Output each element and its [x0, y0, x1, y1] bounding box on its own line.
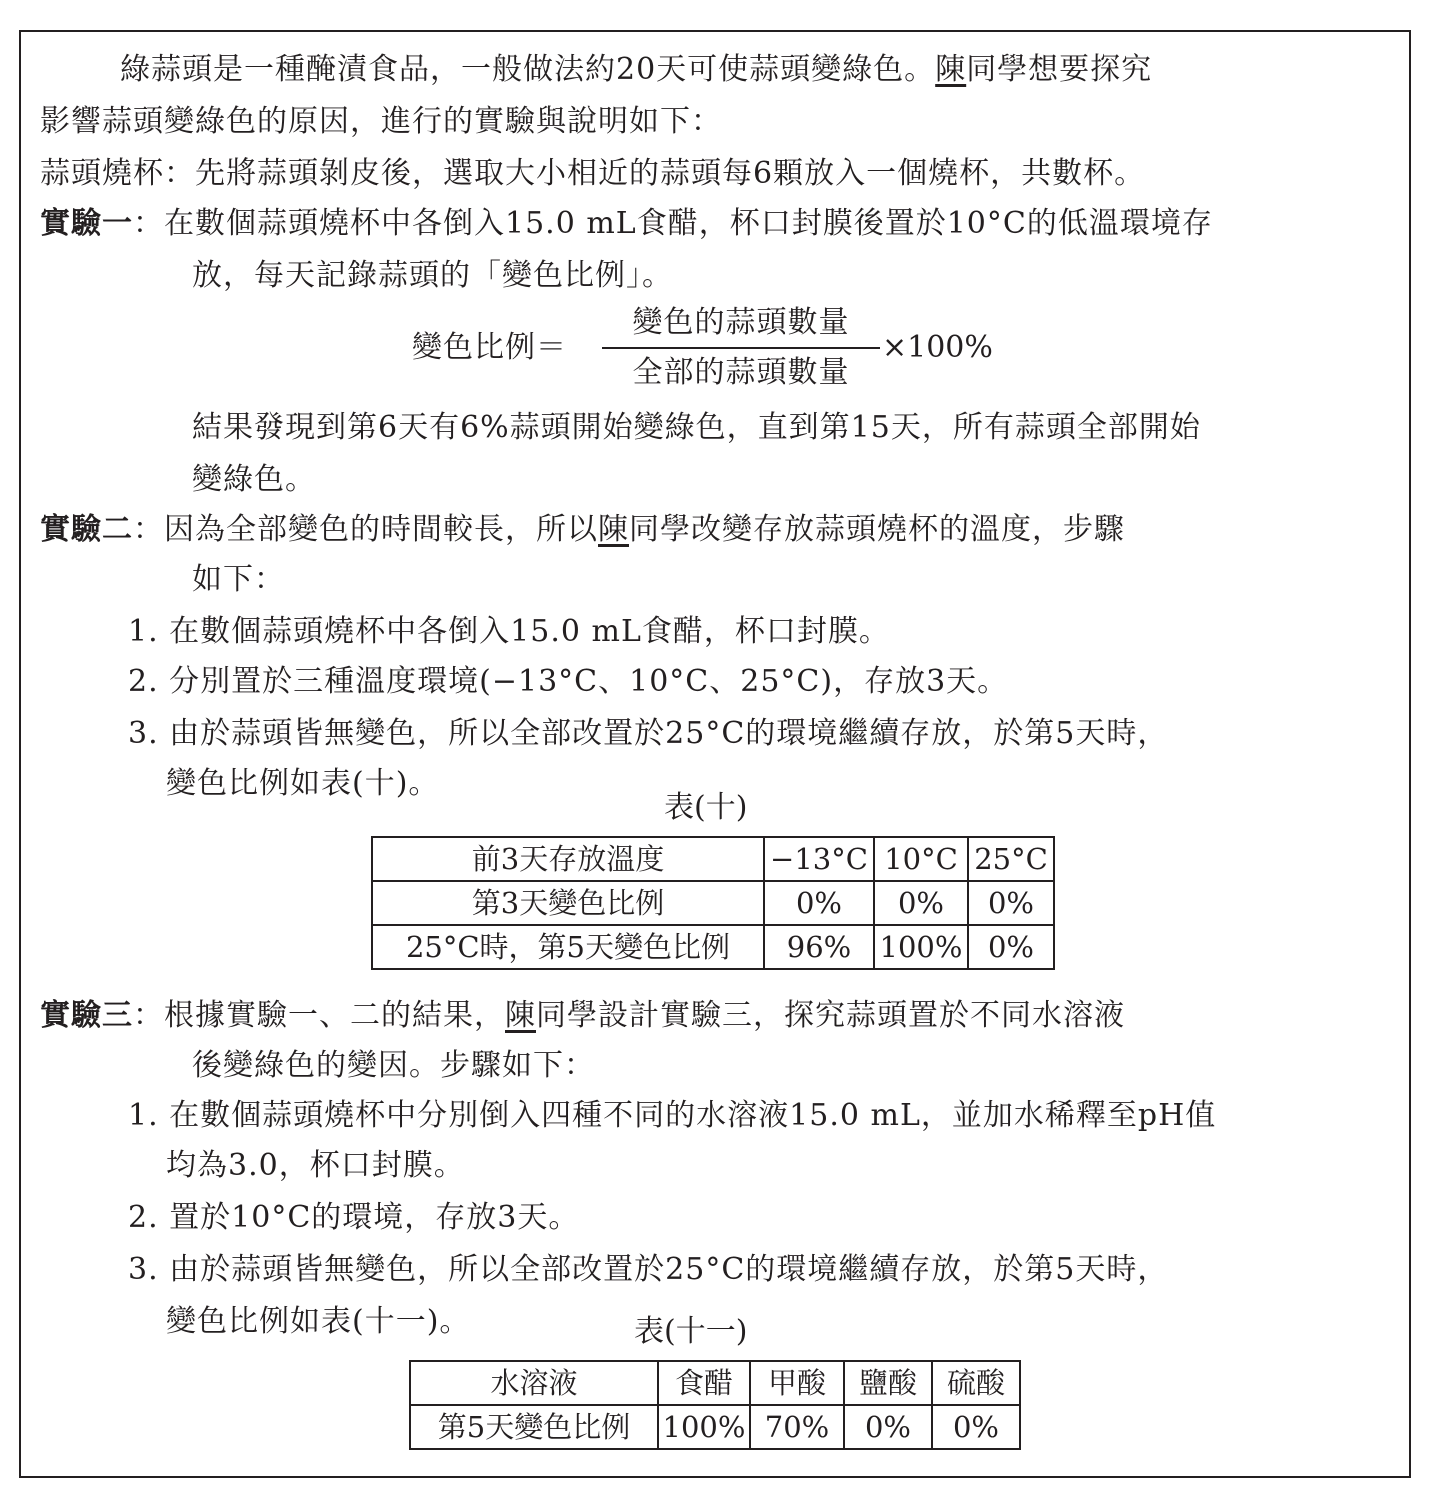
table-10-caption: 表(十) [664, 790, 748, 825]
exp1-line-2: 放，每天記錄蒜頭的「變色比例」。 [192, 258, 673, 293]
table-cell: 96% [764, 925, 874, 969]
table-cell: 前3天存放溫度 [372, 837, 764, 881]
exp1-text: ：在數個蒜頭燒杯中各倒入15.0 mL食醋，杯口封膜後置於10°C的低溫環境存 [133, 206, 1213, 241]
formula-lhs: 變色比例＝ [412, 330, 567, 365]
exp2-step-1: 1. 在數個蒜頭燒杯中各倒入15.0 mL食醋，杯口封膜。 [128, 614, 890, 649]
exp3-text-a: ：根據實驗一、二的結果， [133, 998, 505, 1033]
exp3-step-1-cont: 均為3.0，杯口封膜。 [166, 1148, 465, 1183]
table-cell: 0% [764, 881, 874, 925]
table-row [372, 925, 1054, 969]
table-cell: 100% [658, 1405, 750, 1449]
exp2-step-3-cont: 變色比例如表(十)。 [166, 766, 440, 801]
table-cell: 0% [844, 1405, 932, 1449]
intro-text-b: 同學想要探究 [966, 52, 1153, 87]
exp3-label: 實驗三 [40, 998, 133, 1033]
exp2-line-2: 如下： [192, 562, 285, 597]
intro-line-2: 影響蒜頭變綠色的原因，進行的實驗與說明如下： [40, 104, 722, 139]
exp1-result-1: 結果發現到第6天有6%蒜頭開始變綠色，直到第15天，所有蒜頭全部開始 [192, 410, 1201, 445]
exp1-label: 實驗一 [40, 206, 133, 241]
exp3-line-1 [40, 990, 1125, 1042]
table-cell: 食醋 [658, 1361, 750, 1405]
exp3-step-2: 2. 置於10°C的環境，存放3天。 [128, 1200, 580, 1235]
exp3-text-b: 同學設計實驗三，探究蒜頭置於不同水溶液 [536, 998, 1125, 1033]
table-11-caption: 表(十一) [634, 1314, 748, 1349]
fraction-bar [602, 347, 880, 349]
table-cell: 第5天變色比例 [410, 1405, 658, 1449]
table-row [372, 837, 1054, 881]
student-name: 陳 [505, 998, 536, 1033]
exp3-step-3: 3. 由於蒜頭皆無變色，所以全部改置於25°C的環境繼續存放，於第5天時， [128, 1252, 1169, 1287]
intro-line-1 [120, 44, 1152, 96]
table-row [410, 1405, 1020, 1449]
formula-denominator: 全部的蒜頭數量 [632, 355, 850, 390]
table-cell: 甲酸 [750, 1361, 844, 1405]
table-11 [409, 1360, 1021, 1450]
table-cell: 0% [968, 925, 1054, 969]
exp2-line-1 [40, 504, 1125, 556]
table-cell: 100% [874, 925, 968, 969]
table-cell: 0% [968, 881, 1054, 925]
table-row [372, 881, 1054, 925]
exp1-result-2: 變綠色。 [192, 462, 316, 497]
exp2-text-b: 同學改變存放蒜頭燒杯的溫度，步驟 [629, 512, 1125, 547]
formula-multiplier: ×100% [882, 330, 993, 365]
table-cell: 25°C [968, 837, 1054, 881]
table-cell: 10°C [874, 837, 968, 881]
table-10 [371, 836, 1055, 970]
table-row [410, 1361, 1020, 1405]
exp2-label: 實驗二 [40, 512, 133, 547]
exp3-line-2: 後變綠色的變因。步驟如下： [192, 1048, 595, 1083]
table-cell: 水溶液 [410, 1361, 658, 1405]
exp3-step-3-cont: 變色比例如表(十一)。 [166, 1304, 471, 1339]
table-cell: 70% [750, 1405, 844, 1449]
intro-line-3: 蒜頭燒杯：先將蒜頭剝皮後，選取大小相近的蒜頭每6顆放入一個燒杯，共數杯。 [40, 156, 1146, 191]
exp2-text-a: ：因為全部變色的時間較長，所以 [133, 512, 598, 547]
intro-text-a: 綠蒜頭是一種醃漬食品，一般做法約20天可使蒜頭變綠色。 [120, 52, 936, 87]
student-name: 陳 [598, 512, 629, 547]
exp2-step-2: 2. 分別置於三種溫度環境(−13°C、10°C、25°C)，存放3天。 [128, 664, 1009, 699]
exp2-step-3: 3. 由於蒜頭皆無變色，所以全部改置於25°C的環境繼續存放，於第5天時， [128, 716, 1169, 751]
formula-numerator: 變色的蒜頭數量 [632, 305, 850, 340]
exp3-step-1: 1. 在數個蒜頭燒杯中分別倒入四種不同的水溶液15.0 mL，並加水稀釋至pH值 [128, 1098, 1217, 1133]
table-cell: 0% [932, 1405, 1020, 1449]
table-cell: 硫酸 [932, 1361, 1020, 1405]
table-cell: 0% [874, 881, 968, 925]
student-name: 陳 [935, 52, 967, 87]
table-cell: 鹽酸 [844, 1361, 932, 1405]
table-cell: −13°C [764, 837, 874, 881]
exp1-line-1 [40, 198, 1213, 250]
table-cell: 25°C時，第5天變色比例 [372, 925, 764, 969]
table-cell: 第3天變色比例 [372, 881, 764, 925]
